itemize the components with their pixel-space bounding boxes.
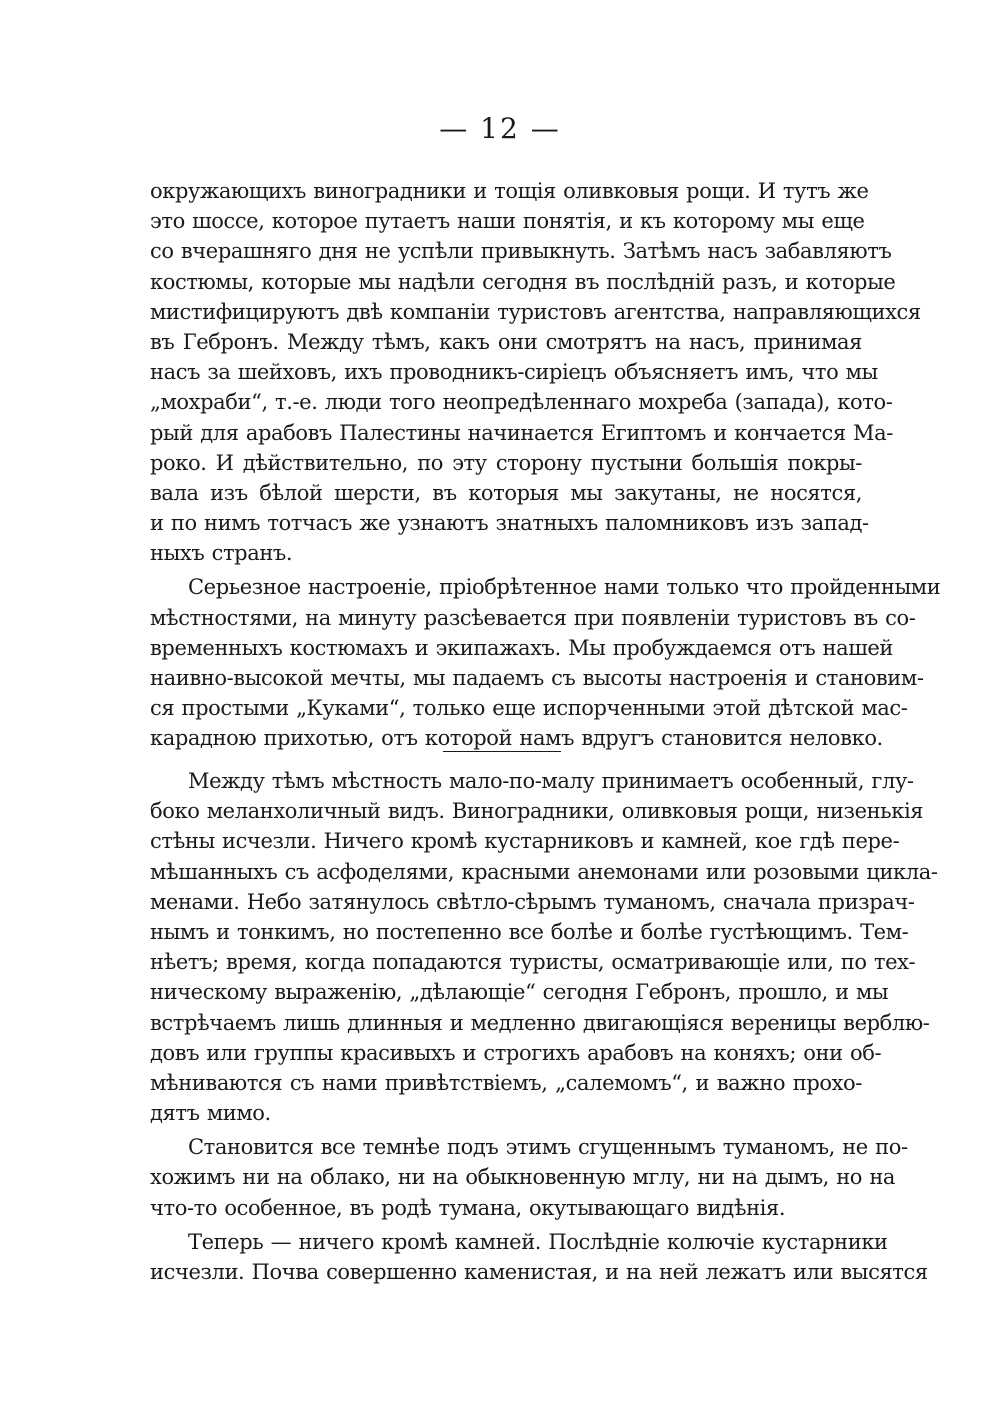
text-section-1 xyxy=(150,176,941,754)
text-line: Теперь — ничего кромѣ камней. Послѣдніе колючіе кустарники xyxy=(188,1229,888,1254)
text-line: ныхъ странъ. xyxy=(150,541,293,566)
text-line: нѣетъ; время, когда попадаются туристы, осматривающіе или, по тех- xyxy=(150,950,916,975)
page-number: — 12 — xyxy=(439,112,561,145)
text-line: мѣстностями, на минуту разсѣевается при появленіи туристовъ въ со- xyxy=(150,605,916,630)
paragraph xyxy=(150,572,941,753)
text-line: менами. Небо затянулось свѣтло-сѣрымъ туманомъ, сначала призрач- xyxy=(150,889,915,914)
text-line: временныхъ костюмахъ и экипажахъ. Мы пробуждаемся отъ нашей xyxy=(150,635,894,660)
text-line: со вчерашняго дня не успѣли привыкнуть. Затѣмъ насъ забавляютъ xyxy=(150,239,892,264)
text-line: рый для арабовъ Палестины начинается Египтомъ и кончается Ма- xyxy=(150,420,893,445)
text-line: „мохраби“, т.-е. люди того неопредѣленнаго мохреба (запада), кото- xyxy=(150,390,893,415)
text-line: костюмы, которые мы надѣли сегодня въ послѣдній разъ, и которые xyxy=(150,269,896,294)
paragraph xyxy=(150,176,921,568)
paragraph xyxy=(150,1132,908,1223)
text-line: дятъ мимо. xyxy=(150,1101,271,1126)
text-line: мѣшанныхъ съ асфоделями, красными анемонами или розовыми цикла- xyxy=(150,859,938,884)
text-line: мѣниваются съ нами привѣтствіемъ, „салемомъ“, и важно прохо- xyxy=(150,1070,862,1095)
text-line: Становится все темнѣе подъ этимъ сгущеннымъ туманомъ, не по- xyxy=(188,1135,908,1160)
text-line: Серьезное настроеніе, пріобрѣтенное нами только что пройденными xyxy=(188,575,941,600)
text-line: что-то особенное, въ родѣ тумана, окутывающаго видѣнія. xyxy=(150,1195,786,1220)
text-line: вала изъ бѣлой шерсти, въ которыя мы закутаны, не носятся, xyxy=(150,480,862,505)
text-line: наивно-высокой мечты, мы падаемъ съ высоты настроенія и становим- xyxy=(150,666,924,690)
paragraph xyxy=(150,1227,928,1287)
text-line: насъ за шейховъ, ихъ проводникъ-сиріецъ объясняетъ имъ, что мы xyxy=(150,360,878,385)
text-line: въ Гебронъ. Между тѣмъ, какъ они смотрятъ на насъ, принимая xyxy=(150,329,862,354)
text-line: окружающихъ виноградники и тощія оливковыя рощи. И тутъ же xyxy=(150,179,869,203)
text-line: роко. И дѣйствительно, по эту сторону пустыни большія покры- xyxy=(150,450,862,475)
text-line: стѣны исчезли. Ничего кромѣ кустарниковъ и камней, кое гдѣ пере- xyxy=(150,829,900,854)
text-line: довъ или группы красивыхъ и строгихъ арабовъ на коняхъ; они об- xyxy=(150,1040,882,1065)
text-line: мистифицируютъ двѣ компаніи туристовъ агентства, направляющихся xyxy=(150,299,921,324)
text-line: исчезли. Почва совершенно каменистая, и на ней лежатъ или высятся xyxy=(150,1260,928,1284)
text-line: карадною прихотью, отъ которой намъ вдругъ становится неловко. xyxy=(150,726,883,751)
text-line: встрѣчаемъ лишь длинныя и медленно двигающіяся вереницы верблю- xyxy=(150,1010,930,1035)
text-line: и по нимъ тотчасъ же узнаютъ знатныхъ паломниковъ изъ запад- xyxy=(150,511,869,536)
text-line: ническому выраженію, „дѣлающіе“ сегодня Гебронъ, прошло, и мы xyxy=(150,980,889,1005)
text-line: хожимъ ни на облако, ни на обыкновенную мглу, ни на дымъ, но на xyxy=(150,1165,896,1190)
section-separator xyxy=(443,751,561,752)
text-line: Между тѣмъ мѣстность мало-по-малу принимаетъ особенный, глу- xyxy=(188,769,914,793)
text-line: боко меланхоличный видъ. Виноградники, оливковыя рощи, низенькія xyxy=(150,799,924,824)
text-line: это шоссе, которое путаетъ наши понятія, и къ которому мы еще xyxy=(150,209,865,234)
text-line: нымъ и тонкимъ, но постепенно все болѣе и болѣе густѣющимъ. Тем- xyxy=(150,919,909,944)
text-section-2 xyxy=(150,766,938,1287)
text-line: ся простыми „Куками“, только еще испорченными этой дѣтской мас- xyxy=(150,696,908,721)
paragraph xyxy=(150,766,938,1128)
